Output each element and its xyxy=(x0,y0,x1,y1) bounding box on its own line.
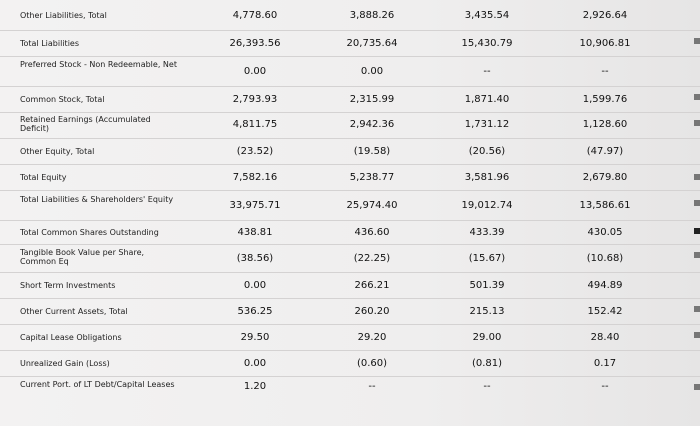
value-cell: 4,811.75 xyxy=(232,119,278,130)
table-row xyxy=(0,112,700,139)
row-label: Other Equity, Total xyxy=(20,147,95,156)
value-cell: 33,975.71 xyxy=(229,200,281,211)
value-cell: 2,315.99 xyxy=(349,94,395,105)
value-cell: (47.97) xyxy=(586,146,624,157)
row-label: Common Stock, Total xyxy=(20,95,105,104)
value-cell: 3,435.54 xyxy=(464,10,510,21)
value-cell: 501.39 xyxy=(469,280,505,291)
edge-marker xyxy=(694,174,700,180)
row-label: Other Current Assets, Total xyxy=(20,307,128,316)
value-cell: 3,581.96 xyxy=(464,172,510,183)
row-label: Total Equity xyxy=(20,173,67,182)
value-cell: 10,906.81 xyxy=(579,38,631,49)
table-row xyxy=(0,138,700,165)
value-cell: 2,793.93 xyxy=(232,94,278,105)
table-row xyxy=(0,324,700,351)
value-cell: 2,942.36 xyxy=(349,119,395,130)
value-cell: 29.20 xyxy=(357,332,387,343)
row-label: Retained Earnings (Accumulated Deficit) xyxy=(20,115,151,133)
edge-marker xyxy=(694,252,700,258)
value-cell: 1,128.60 xyxy=(582,119,628,130)
table-row xyxy=(0,376,700,404)
row-label: Current Port. of LT Debt/Capital Leases xyxy=(20,380,175,389)
value-cell: 1,871.40 xyxy=(464,94,510,105)
value-cell: 1,731.12 xyxy=(464,119,510,130)
value-cell: 2,926.64 xyxy=(582,10,628,21)
row-label: Total Common Shares Outstanding xyxy=(20,228,159,237)
row-label: Tangible Book Value per Share, Common Eq xyxy=(20,248,145,266)
value-cell: -- xyxy=(601,66,609,77)
row-label: Other Liabilities, Total xyxy=(20,11,107,20)
value-cell: 430.05 xyxy=(587,227,623,238)
value-cell: 2,679.80 xyxy=(582,172,628,183)
value-cell: 536.25 xyxy=(237,306,273,317)
value-cell: (0.81) xyxy=(471,358,503,369)
row-label: Total Liabilities xyxy=(20,39,80,48)
edge-marker xyxy=(694,38,700,44)
row-label: Preferred Stock - Non Redeemable, Net xyxy=(20,60,177,69)
value-cell: (20.56) xyxy=(468,146,506,157)
value-cell: 438.81 xyxy=(237,227,273,238)
table-row xyxy=(0,56,700,87)
value-cell: 433.39 xyxy=(469,227,505,238)
value-cell: 1.20 xyxy=(243,381,267,392)
value-cell: -- xyxy=(368,381,376,392)
value-cell: 7,582.16 xyxy=(232,172,278,183)
value-cell: 25,974.40 xyxy=(346,200,398,211)
edge-marker xyxy=(694,306,700,312)
table-row xyxy=(0,0,700,31)
value-cell: 29.50 xyxy=(240,332,270,343)
value-cell: 3,888.26 xyxy=(349,10,395,21)
row-label: Capital Lease Obligations xyxy=(20,333,122,342)
row-label: Unrealized Gain (Loss) xyxy=(20,359,110,368)
edge-marker xyxy=(694,120,700,126)
value-cell: 152.42 xyxy=(587,306,623,317)
table-row xyxy=(0,30,700,57)
value-cell: (22.25) xyxy=(353,253,391,264)
value-cell: 15,430.79 xyxy=(461,38,513,49)
value-cell: 215.13 xyxy=(469,306,505,317)
value-cell: 4,778.60 xyxy=(232,10,278,21)
value-cell: (15.67) xyxy=(468,253,506,264)
table-row xyxy=(0,272,700,299)
row-label: Short Term Investments xyxy=(20,281,116,290)
value-cell: 436.60 xyxy=(354,227,390,238)
value-cell: (38.56) xyxy=(236,253,274,264)
edge-marker xyxy=(694,200,700,206)
value-cell: 494.89 xyxy=(587,280,623,291)
edge-marker xyxy=(694,384,700,390)
value-cell: -- xyxy=(601,381,609,392)
value-cell: 0.17 xyxy=(593,358,617,369)
table-row xyxy=(0,190,700,221)
edge-marker xyxy=(694,332,700,338)
value-cell: 0.00 xyxy=(243,358,267,369)
value-cell: 0.00 xyxy=(243,280,267,291)
edge-marker xyxy=(694,228,700,234)
value-cell: 26,393.56 xyxy=(229,38,281,49)
value-cell: 260.20 xyxy=(354,306,390,317)
table-row xyxy=(0,244,700,273)
value-cell: 19,012.74 xyxy=(461,200,513,211)
value-cell: 1,599.76 xyxy=(582,94,628,105)
edge-marker xyxy=(694,94,700,100)
value-cell: 20,735.64 xyxy=(346,38,398,49)
value-cell: 29.00 xyxy=(472,332,502,343)
value-cell: (10.68) xyxy=(586,253,624,264)
value-cell: 0.00 xyxy=(360,66,384,77)
table-row xyxy=(0,86,700,113)
table-row xyxy=(0,350,700,377)
table-row xyxy=(0,220,700,245)
value-cell: -- xyxy=(483,66,491,77)
value-cell: (23.52) xyxy=(236,146,274,157)
value-cell: 266.21 xyxy=(354,280,390,291)
table-row xyxy=(0,298,700,325)
value-cell: (0.60) xyxy=(356,358,388,369)
table-row xyxy=(0,164,700,191)
row-label: Total Liabilities & Shareholders' Equity xyxy=(20,195,174,204)
value-cell: 5,238.77 xyxy=(349,172,395,183)
value-cell: 28.40 xyxy=(590,332,620,343)
value-cell: -- xyxy=(483,381,491,392)
value-cell: (19.58) xyxy=(353,146,391,157)
value-cell: 0.00 xyxy=(243,66,267,77)
value-cell: 13,586.61 xyxy=(579,200,631,211)
